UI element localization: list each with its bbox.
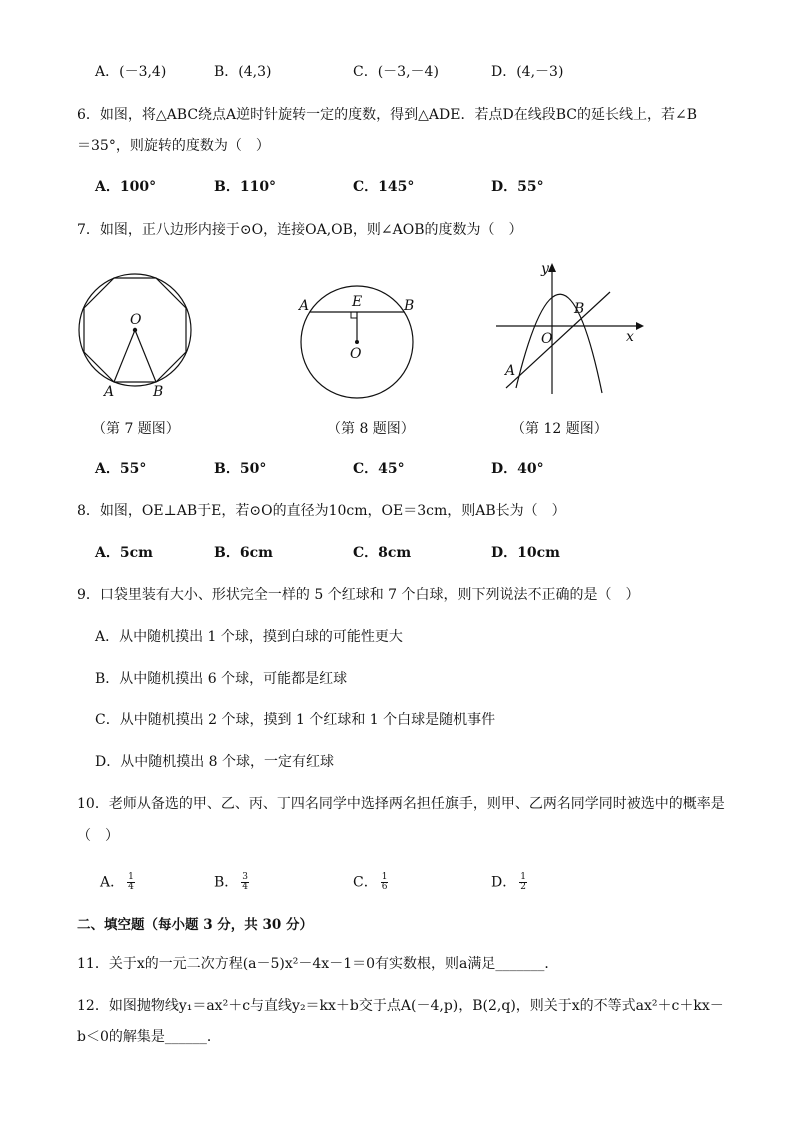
fig12-label-o: O <box>541 331 553 347</box>
q10-stem-line2: （ ） <box>77 828 119 844</box>
fig7-label-a: A <box>104 384 115 400</box>
q10-option-d <box>491 873 527 892</box>
fraction-denominator: 4 <box>128 882 134 892</box>
q6-stem-line2: ＝35°，则旋转的度数为（ ） <box>77 138 270 154</box>
q5-option-c: C．(－3,－4) <box>353 64 439 80</box>
q10-option-b-fraction <box>241 873 249 892</box>
q5-option-b: B．(4,3) <box>214 64 272 80</box>
fig7-caption: （第 7 题图） <box>92 421 180 437</box>
fig12-label-a: A <box>505 363 516 379</box>
fig8-caption: （第 8 题图） <box>327 421 415 437</box>
fig12-caption: （第 12 题图） <box>511 421 608 437</box>
q8-option-b: B．6cm <box>214 545 273 561</box>
fig7-octagon-circle <box>70 270 210 400</box>
q10-option-d-letter: D． <box>491 874 517 891</box>
q10-option-d-fraction <box>519 873 527 892</box>
q7-stem: 7．如图，正八边形内接于⊙O，连接OA,OB，则∠AOB的度数为（ ） <box>77 222 523 238</box>
q7-option-a: A．55° <box>95 461 147 477</box>
q7-option-c: C．45° <box>353 461 405 477</box>
fig12-label-b: B <box>574 301 585 317</box>
q12-stem-line1: 12．如图抛物线y₁＝ax²＋c与直线y₂＝kx＋b交于点A(－4,p)，B(2,q)，则关于x的不等式ax²＋c＋kx－ <box>77 998 724 1014</box>
q6-option-d: D．55° <box>491 179 544 195</box>
q10-option-c <box>353 873 388 892</box>
q6-option-c: C．145° <box>353 179 415 195</box>
q7-option-b: B．50° <box>214 461 267 477</box>
q9-option-b: B．从中随机摸出 6 个球，可能都是红球 <box>95 671 348 687</box>
fig7-label-o: O <box>130 312 142 328</box>
q9-option-a: A．从中随机摸出 1 个球，摸到白球的可能性更大 <box>95 629 403 645</box>
q10-stem-line1: 10．老师从备选的甲、乙、丙、丁四名同学中选择两名担任旗手，则甲、乙两名同学同时被选中的概率是 <box>77 796 725 812</box>
q10-option-b <box>214 873 249 892</box>
fig8-label-e: E <box>352 294 363 310</box>
fig12-label-y: y <box>541 261 549 277</box>
q8-option-d: D．10cm <box>491 545 560 561</box>
q10-option-c-fraction <box>381 873 389 892</box>
fig8-label-a: A <box>299 298 310 314</box>
fig12-label-x: x <box>626 329 634 345</box>
fraction-numerator: 3 <box>242 872 249 882</box>
q10-option-a-letter: A． <box>100 874 125 891</box>
q10-option-c-letter: C． <box>353 874 378 891</box>
q9-option-c: C．从中随机摸出 2 个球，摸到 1 个红球和 1 个白球是随机事件 <box>95 712 496 728</box>
q10-option-b-letter: B． <box>214 874 239 891</box>
q10-option-a <box>100 873 135 892</box>
section-2-heading: 二、填空题（每小题 3 分，共 30 分） <box>77 917 313 933</box>
q8-option-a: A．5cm <box>95 545 153 561</box>
q6-stem-line1: 6．如图，将△ABC绕点A逆时针旋转一定的度数，得到△ADE．若点D在线段BC的延长线上，若∠B <box>77 107 697 123</box>
q8-stem: 8．如图，OE⊥AB于E，若⊙O的直径为10cm，OE＝3cm，则AB长为（ ） <box>77 503 566 519</box>
q7-option-d: D．40° <box>491 461 544 477</box>
q5-option-a: A．(－3,4) <box>95 64 167 80</box>
fraction-denominator: 2 <box>520 882 526 892</box>
fig8-label-o: O <box>350 346 362 362</box>
q9-stem: 9．口袋里装有大小、形状完全一样的 5 个红球和 7 个白球，则下列说法不正确的是（ ） <box>77 587 640 603</box>
fraction-denominator: 6 <box>381 882 388 892</box>
fig8-label-b: B <box>404 298 415 314</box>
fraction-numerator: 1 <box>381 872 388 882</box>
q12-stem-line2: b＜0的解集是______． <box>77 1029 221 1045</box>
q9-option-d: D．从中随机摸出 8 个球，一定有红球 <box>95 754 335 770</box>
q6-option-b: B．110° <box>214 179 277 195</box>
q11-stem: 11．关于x的一元二次方程(a－5)x²－4x－1＝0有实数根，则a满足_______． <box>77 956 559 972</box>
fraction-denominator: 4 <box>242 882 249 892</box>
q10-option-a-fraction <box>127 873 135 892</box>
fig7-label-b: B <box>153 384 164 400</box>
q5-option-d: D．(4,－3) <box>491 64 564 80</box>
q8-option-c: C．8cm <box>353 545 412 561</box>
fraction-numerator: 1 <box>520 872 526 882</box>
fraction-numerator: 1 <box>128 872 134 882</box>
q6-option-a: A．100° <box>95 179 157 195</box>
